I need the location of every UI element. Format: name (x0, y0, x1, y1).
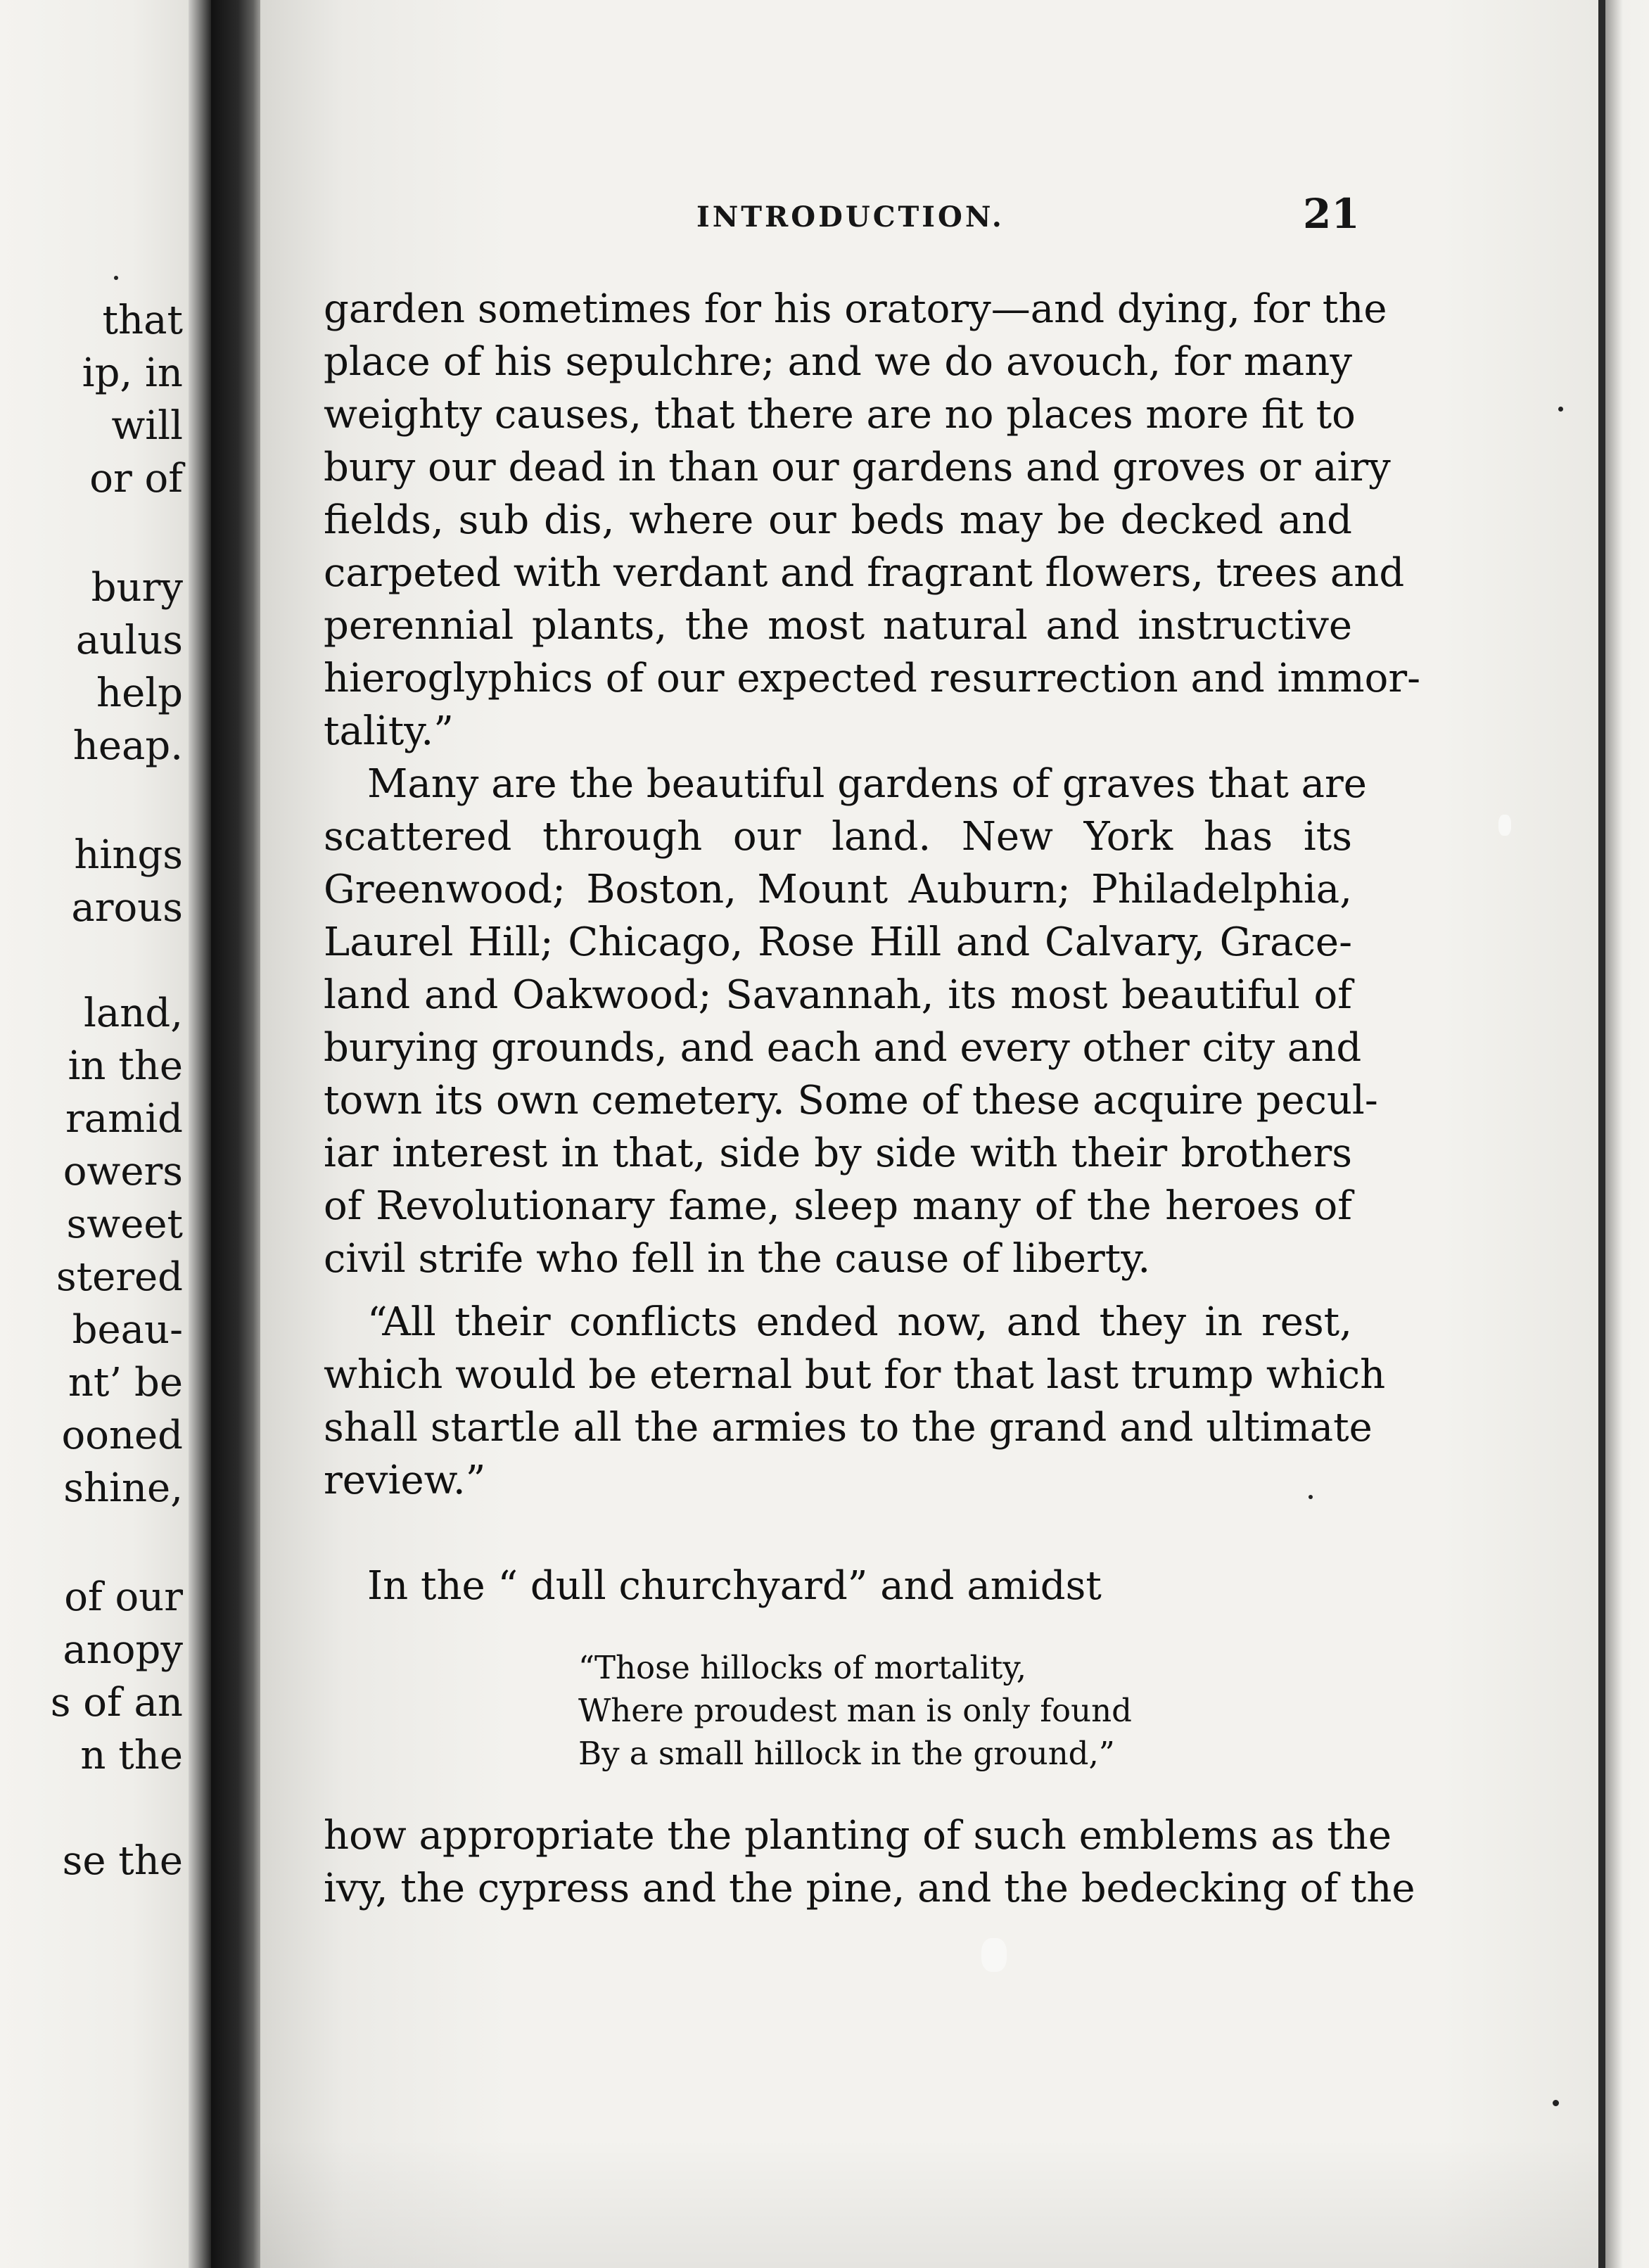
text-line: “All their conflicts ended now, and they in rest, (367, 1299, 1352, 1345)
left-page-line: of our (64, 1574, 183, 1620)
left-page-line: ramid (65, 1096, 183, 1142)
right-page-edge (1605, 0, 1649, 2268)
text-line: ivy, the cypress and the pine, and the bedecking of the (324, 1866, 1415, 1911)
text-line: hieroglyphics of our expected resurrection and immor- (324, 656, 1421, 701)
text-line: review.” (324, 1458, 486, 1503)
text-line: land and Oakwood; Savannah, its most beautiful of (324, 972, 1352, 1018)
page-gutter (189, 0, 212, 2268)
left-page-line: stered (56, 1254, 183, 1300)
left-page-line: or of (89, 456, 183, 502)
left-page-line: nt’ be (68, 1360, 183, 1406)
text-line: fields, sub dis, where our beds may be decked and (324, 497, 1352, 543)
left-page-line: ip, in (82, 350, 183, 396)
verse-line: By a small hillock in the ground,” (578, 1735, 1115, 1772)
left-page-line: sweet (66, 1202, 183, 1247)
text-line: which would be eternal but for that last trump which (324, 1352, 1386, 1398)
left-page-line: s of an (50, 1680, 183, 1726)
scan-speck (1553, 2100, 1559, 2106)
text-line: place of his sepulchre; and we do avouch, for many (324, 339, 1352, 385)
text-line: scattered through our land. New York has its (324, 814, 1352, 860)
left-page-line: se the (62, 1838, 183, 1884)
scan-speck (1309, 1495, 1313, 1499)
scan-speck (114, 276, 118, 280)
text-line: town its own cemetery. Some of these acquire pecul- (324, 1078, 1378, 1123)
text-line: weighty causes, that there are no places more fit to (324, 392, 1356, 438)
left-page-line: beau- (72, 1307, 183, 1353)
text-line: shall startle all the armies to the grand and ultimate (324, 1405, 1373, 1451)
left-page-fragment (0, 0, 189, 2268)
left-page-line: that (102, 298, 183, 343)
left-page-line: n the (80, 1733, 183, 1778)
left-page-line: arous (71, 885, 183, 931)
text-line: of Revolutionary fame, sleep many of the heroes of (324, 1183, 1352, 1229)
left-page-line: owers (63, 1149, 183, 1194)
left-page-line: ooned (61, 1413, 183, 1458)
text-line: perennial plants, the most natural and instructive (324, 603, 1352, 649)
text-line: Laurel Hill; Chicago, Rose Hill and Calvary, Grace- (324, 919, 1352, 965)
left-page-line: in the (68, 1043, 183, 1089)
verse-line: Where proudest man is only found (578, 1692, 1132, 1729)
left-page-line: heap. (72, 723, 183, 769)
text-line: how appropriate the planting of such emblems as the (324, 1813, 1392, 1859)
text-line: bury our dead in than our gardens and groves or airy (324, 445, 1391, 490)
left-page-line: aulus (75, 618, 183, 663)
running-head: INTRODUCTION. (696, 200, 1005, 234)
scan-speck (1558, 407, 1563, 412)
text-line: In the “ dull churchyard” and amidst (367, 1563, 1102, 1609)
text-line: burying grounds, and each and every other city and (324, 1025, 1362, 1071)
left-page-line: shine, (63, 1465, 183, 1511)
left-page-line: bury (91, 565, 183, 611)
left-page-line: land, (83, 990, 183, 1036)
text-line: civil strife who fell in the cause of liberty. (324, 1236, 1151, 1282)
left-page-line: anopy (63, 1627, 183, 1673)
left-page-line: hings (74, 832, 183, 878)
scan-smudge (1498, 815, 1511, 836)
page-number: 21 (1303, 190, 1360, 238)
text-line: tality.” (324, 708, 454, 754)
left-page-line: help (96, 670, 183, 716)
text-line: Greenwood; Boston, Mount Auburn; Philadelphia, (324, 867, 1352, 912)
text-line: Many are the beautiful gardens of graves that are (367, 761, 1367, 807)
text-line: iar interest in that, side by side with their brothers (324, 1130, 1352, 1176)
scan-smudge (981, 1938, 1007, 1972)
left-page-line: will (111, 403, 183, 449)
right-page-border (1598, 0, 1605, 2268)
text-line: garden sometimes for his oratory—and dying, for the (324, 286, 1387, 332)
text-line: carpeted with verdant and fragrant flowers, trees and (324, 550, 1405, 596)
verse-line: “Those hillocks of mortality, (578, 1649, 1027, 1686)
page-bottom-shade (260, 2139, 1598, 2268)
book-spine-shadow (211, 0, 260, 2268)
